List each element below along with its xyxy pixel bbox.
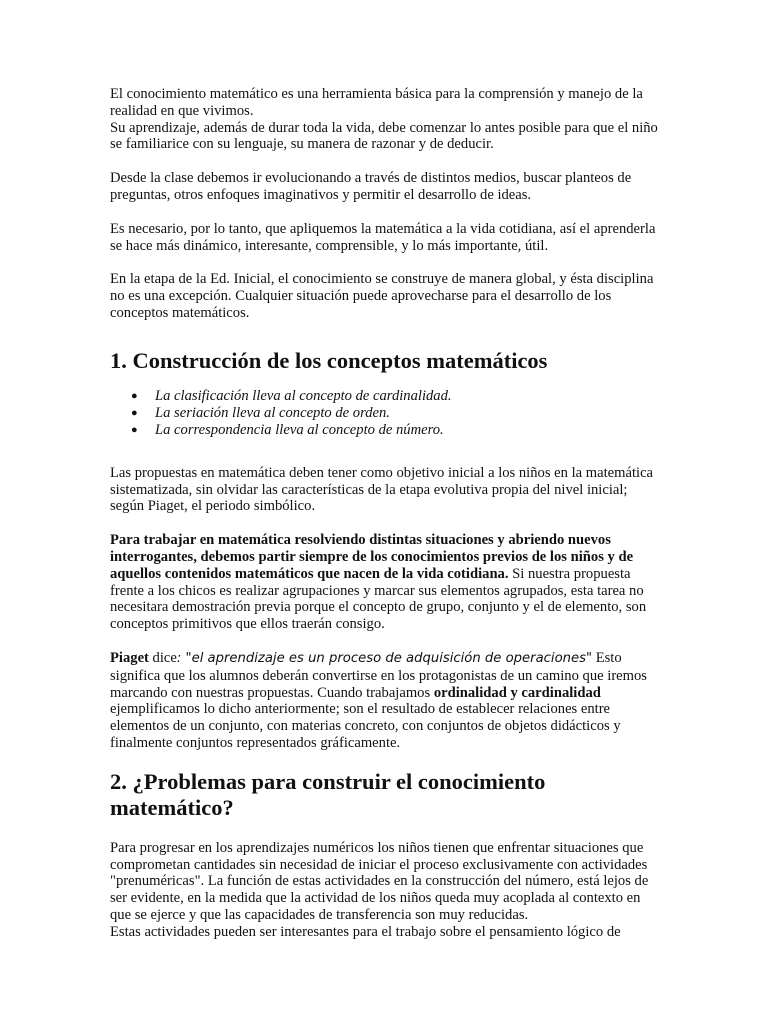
list-item [110, 422, 658, 439]
intro-paragraph-3: Es necesario, por lo tanto, que apliquemos la matemática a la vida cotidiana, así el aprenderla se hace más dinámico, interesante, comprensible, y lo más importante, útil. [110, 220, 656, 254]
section-1-bold-statement: Para trabajar en matemática resolviendo distintas situaciones y abriendo nuevos interrogantes, debemos partir siempre de los conocimientos previos de los niños y de aquellos contenidos matemáticos que nacen de la vida cotidiana. [110, 532, 634, 582]
intro-paragraph-1 [110, 86, 658, 153]
bullet-icon: ● [131, 389, 138, 402]
list-item-text: La correspondencia lleva al concepto de número. [155, 421, 444, 438]
section-1-paragraph-2-rest: Si nuestra propuesta frente a los chicos es realizar agrupaciones y marcar sus elementos agrupados, esta tarea no necesitara demostración previa porque el concepto de grupo, conjunto y el de elemento, son conceptos primitivos que ellos traerán consigo. [110, 565, 647, 633]
list-item-text: La seriación lleva al concepto de orden. [155, 404, 390, 421]
dice-word: dice [148, 649, 177, 666]
list-item-text: La clasificación lleva al concepto de cardinalidad. [155, 387, 452, 404]
section-1-paragraph-2 [110, 532, 658, 633]
intro-sentence-2: Su aprendizaje, además de durar toda la vida, debe comenzar lo antes posible para que el niño se familiarice con su lenguaje, su manera de razonar y de deducir. [110, 119, 658, 153]
section-1-paragraph-3-mid: Esto significa que los alumnos deberán convertirse en los protagonistas de un camino que iremos marcando con nuestras propuestas. Cuando trabajamos [110, 649, 647, 701]
piaget-quote: : "el aprendizaje es un proceso de adquisición de operaciones" [176, 650, 593, 666]
bullet-icon: ● [131, 423, 138, 436]
concepts-list [110, 388, 658, 439]
section-1-heading: 1. Construcción de los conceptos matemáticos [110, 347, 548, 373]
intro-paragraph-4: En la etapa de la Ed. Inicial, el conocimiento se construye de manera global, y ésta disciplina no es una excepción. Cualquier situación puede aprovecharse para el desarrollo de los conceptos matemáticos. [110, 271, 654, 321]
list-item [110, 388, 658, 405]
piaget-name: Piaget [110, 649, 149, 666]
section-1-paragraph-3 [110, 650, 658, 752]
section-1-paragraph-3-end: ejemplificamos lo dicho anteriormente; son el resultado de establecer relaciones entre elementos de un conjunto, con materias concreto, con conjuntos de objetos didácticos y finalmente conjuntos representados gráficamente. [110, 701, 621, 751]
bold-terms: ordinalidad y cardinalidad [433, 684, 601, 701]
intro-paragraph-2: Desde la clase debemos ir evolucionando a través de distintos medios, buscar planteos de preguntas, otros enfoques imaginativos y permitir el desarrollo de ideas. [110, 170, 632, 203]
document-body [110, 86, 658, 941]
section-2-paragraph-1: Para progresar en los aprendizajes numéricos los niños tienen que enfrentar situaciones que comprometan cantidades sin necesidad de iniciar el proceso exclusivamente con actividades "prenuméricas". La función de estas actividades en la construcción del número, está lejos de ser evidente, en la medida que la actividad de los niños queda muy acoplada al contexto en que se ejerce y que las capacidades de transferencia son muy reducidas. [110, 839, 649, 923]
section-2-paragraph-2: Estas actividades pueden ser interesantes para el trabajo sobre el pensamiento lógico de [110, 923, 621, 940]
section-2-heading: 2. ¿Problemas para construir el conocimiento matemático? [110, 768, 546, 820]
list-item [110, 405, 658, 422]
bullet-icon: ● [131, 406, 138, 419]
intro-sentence-1: El conocimiento matemático es una herramienta básica para la comprensión y manejo de la realidad en que vivimos. [110, 86, 643, 119]
section-1-paragraph-1: Las propuestas en matemática deben tener como objetivo inicial a los niños en la matemática sistematizada, sin olvidar las características de la etapa evolutiva propia del nivel inicial; según Piaget, el periodo simbólico. [110, 464, 654, 515]
